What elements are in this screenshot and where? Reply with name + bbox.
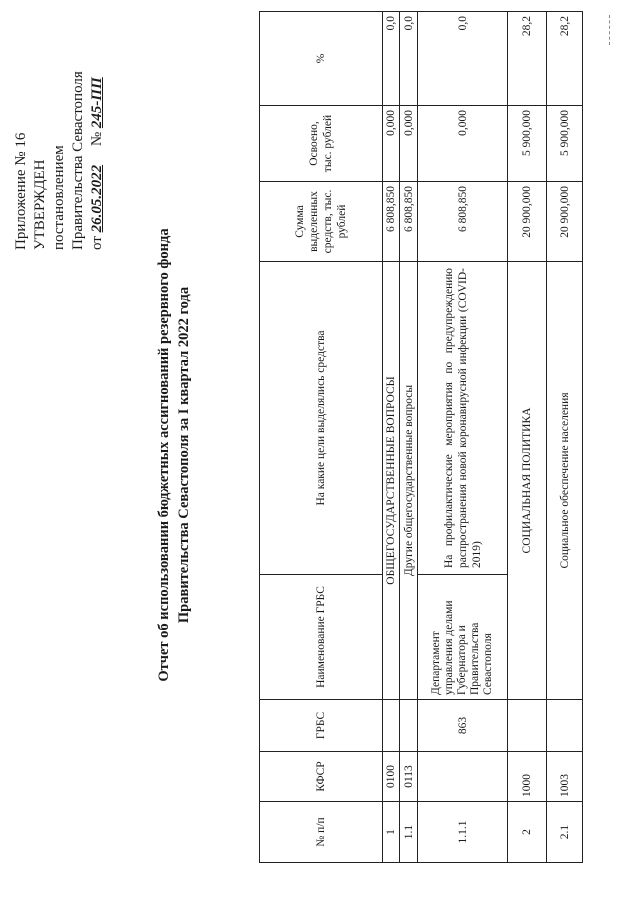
appendix-number: Приложение № 16 (13, 132, 29, 250)
cell-percent: 0,0 (400, 12, 418, 106)
date-prefix: от (89, 236, 105, 250)
approval-number: 245-ПП (89, 77, 105, 129)
cell-kfsr: 1003 (547, 752, 583, 802)
cell-allocated: 6 808,850 (418, 182, 508, 262)
title-line-2: Правительства Севастополя за I квартал 2022 года (176, 286, 192, 624)
cell-grbs-name: Департамент управления делами Губернатора и Правительства Севастополя (418, 575, 508, 700)
cell-spent: 0,000 (400, 106, 418, 182)
cell-purpose: Социальное обеспечение населения (547, 262, 583, 700)
cell-spent: 5 900,000 (508, 106, 547, 182)
cell-purpose: На профилактические мероприятия по предупреждению распространения новой коронавирусной инфекции (COVID-2019) (418, 262, 508, 575)
cell-kfsr (418, 752, 508, 802)
cell-spent: 0,000 (418, 106, 508, 182)
header-grbs: ГРБС (260, 700, 383, 752)
cell-grbs (547, 700, 583, 752)
cell-grbs (400, 700, 418, 752)
cell-kfsr: 0113 (400, 752, 418, 802)
header-allocated: Сумма выделенных средств, тыс. рублей (260, 182, 383, 262)
cell-num: 1.1.1 (418, 802, 508, 863)
cell-num: 2 (508, 802, 547, 863)
government-label: Правительства Севастополя (70, 71, 86, 250)
cell-allocated: 6 808,850 (400, 182, 418, 262)
approval-date-line (88, 10, 107, 250)
cell-allocated: 20 900,000 (508, 182, 547, 262)
header-purpose: На какие цели выделялись средства (260, 262, 383, 575)
cell-purpose: СОЦИАЛЬНАЯ ПОЛИТИКА (508, 262, 547, 700)
table-row (547, 12, 583, 863)
cell-num: 1.1 (400, 802, 418, 863)
title-line-1: Отчет об использовании бюджетных ассигнований резервного фонда (156, 228, 172, 682)
cell-spent: 5 900,000 (547, 106, 583, 182)
table-row (418, 12, 508, 863)
scan-artifact-line (609, 15, 610, 45)
report-title (154, 75, 194, 835)
table-row (383, 12, 400, 863)
cell-allocated: 20 900,000 (547, 182, 583, 262)
cell-spent: 0,000 (383, 106, 400, 182)
cell-percent: 0,0 (383, 12, 400, 106)
number-prefix: № (89, 131, 105, 147)
approved-label: УТВЕРЖДЕН (32, 159, 48, 250)
cell-num: 1 (383, 802, 400, 863)
cell-kfsr: 0100 (383, 752, 400, 802)
cell-kfsr: 1000 (508, 752, 547, 802)
header-percent: % (260, 12, 383, 106)
cell-grbs: 863 (418, 700, 508, 752)
cell-purpose: ОБЩЕГОСУДАРСТВЕННЫЕ ВОПРОСЫ (383, 262, 400, 700)
cell-percent: 28,2 (547, 12, 583, 106)
cell-grbs (508, 700, 547, 752)
approval-stamp (12, 10, 107, 250)
table-row (508, 12, 547, 863)
header-num: № п/п (260, 802, 383, 863)
cell-percent: 28,2 (508, 12, 547, 106)
table-row (400, 12, 418, 863)
cell-num: 2.1 (547, 802, 583, 863)
cell-allocated: 6 808,850 (383, 182, 400, 262)
cell-grbs (383, 700, 400, 752)
header-spent: Освоено, тыс. рублей (260, 106, 383, 182)
cell-purpose: Другие общегосударственные вопросы (400, 262, 418, 700)
reserve-fund-table (259, 11, 583, 863)
table-header-row (260, 12, 383, 863)
header-grbs-name: Наименование ГРБС (260, 575, 383, 700)
approval-date: 26.05.2022 (89, 164, 105, 233)
resolution-label: постановлением (51, 145, 67, 250)
header-kfsr: КФСР (260, 752, 383, 802)
cell-percent: 0,0 (418, 12, 508, 106)
